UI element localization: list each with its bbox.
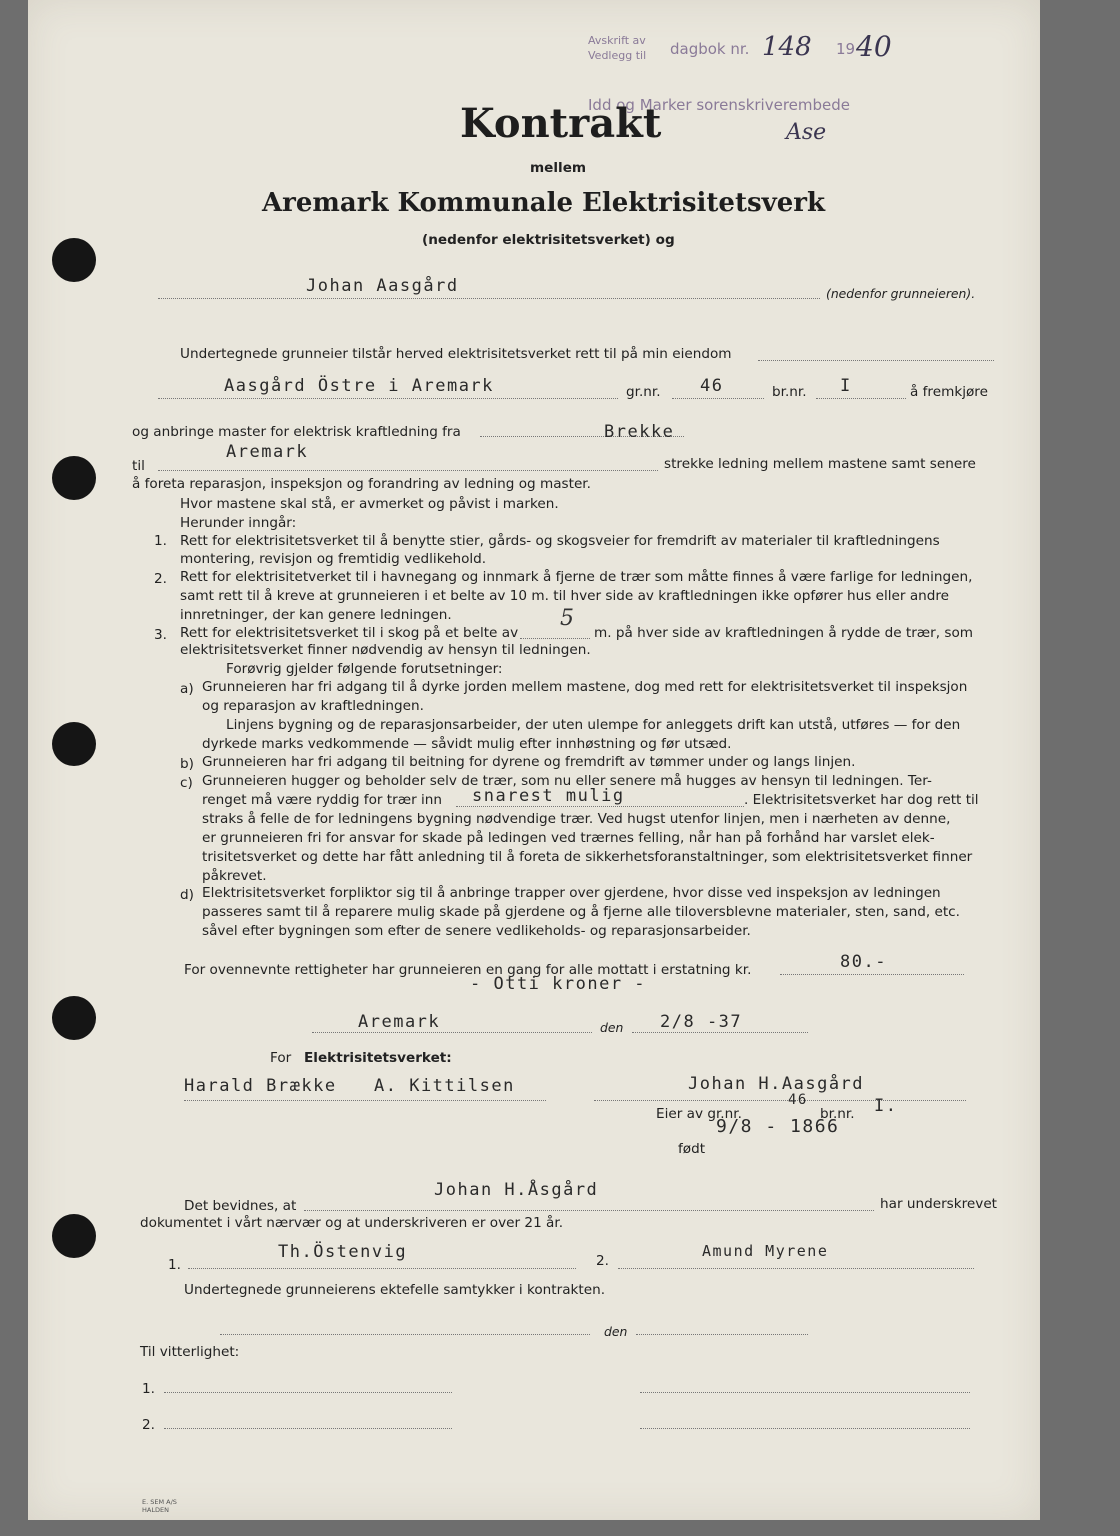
owner-signature: Johan H.Aasgård — [688, 1074, 865, 1094]
grnr-value: 46 — [700, 376, 724, 396]
den-label: den — [600, 1020, 624, 1035]
to-tail: strekke ledning mellem mastene samt senere — [664, 456, 976, 472]
birth-date: 9/8 - 1866 — [716, 1116, 840, 1137]
grant-line7: Herunder inngår: — [180, 515, 297, 531]
condition-a-line2: og reparasjon av kraftledningen. — [202, 698, 424, 714]
witness-line2: dokumentet i vårt nærvær og at underskriveren er over 21 år. — [140, 1215, 564, 1231]
condition-c-line3: straks å felle de for ledningens bygning nødvendige trær. Ved hugst utenfor linjen, men i nærheten av denne, — [202, 811, 951, 827]
grant-line6: Hvor mastene skal stå, er avmerket og påvist i marken. — [180, 496, 559, 512]
grant-intro: Undertegnede grunneier tilstår herved elektrisitetsverket rett til på min eiendom — [180, 346, 732, 362]
grant-line5: å foreta reparasjon, inspeksjon og forandring av ledning og master. — [132, 476, 591, 492]
condition-d-line1: Elektrisitetsverket forpliktor sig til å anbringe trapper over gjerdene, hvor disse ved inspeksjon av ledningen — [202, 885, 941, 901]
company-signer-1: Harald Brække — [184, 1076, 337, 1096]
punch-hole — [52, 238, 96, 282]
item-1-line-a: Rett for elektrisitetsverket til å benytte stier, gårds- og skogsveier for fremdrift av materialer til kraftledningens — [180, 533, 940, 549]
vitterlighet-label: Til vitterlighet: — [140, 1344, 240, 1360]
stamp-dagbok-nr: 148 — [762, 32, 812, 62]
condition-c-line6: påkrevet. — [202, 868, 267, 884]
spouse-consent: Undertegnede grunneierens ektefelle samtykker i kontrakten. — [184, 1282, 606, 1298]
from-place: Brekke — [604, 422, 675, 442]
printer-line2: HALDEN — [142, 1506, 169, 1514]
condition-d-line2: passeres samt til å reparere mulig skade på gjerdene og å fjerne alle tiloversblevne materialer, sten, sand, etc. — [202, 904, 960, 920]
to-label: til — [132, 458, 145, 474]
condition-letter: a) — [180, 681, 194, 697]
stamp-year-prefix: 19 — [836, 40, 856, 58]
signing-date: 2/8 -37 — [660, 1012, 743, 1032]
punch-hole — [52, 722, 96, 766]
owner-name: Johan Aasgård — [306, 276, 459, 296]
eier-brnr-label: br.nr. — [820, 1106, 855, 1122]
fremkjore-label: å fremkjøre — [910, 384, 988, 400]
condition-c-line4: er grunneieren fri for ansvar for skade på ledingen ved trærnes felling, når han på forhånd har varslet elek- — [202, 830, 935, 846]
eier-brnr: I. — [874, 1096, 898, 1116]
condition-c-line5: trisitetsverket og dette har fått anledning til å foreta de sikkerhetsforanstaltninger, som elektrisitetsverket finner — [202, 849, 973, 865]
item-2-line-c: innretninger, der kan genere ledningen. — [180, 607, 452, 623]
condition-letter: d) — [180, 887, 194, 903]
item-number: 2. — [154, 571, 167, 587]
company-name: Aremark Kommunale Elektrisitetsverk — [262, 188, 825, 218]
belt-width: 5 — [560, 606, 574, 631]
condition-a-line1: Grunneieren har fri adgang til å dyrke jorden mellem mastene, dog med rett for elektrisitetsverket til inspeksjon — [202, 679, 968, 695]
company-signer-2: A. Kittilsen — [374, 1076, 515, 1096]
printer-line1: E. SEM A/S — [142, 1498, 177, 1506]
den-label-2: den — [604, 1324, 628, 1339]
to-place: Aremark — [226, 442, 309, 462]
vitterlighet-number: 2. — [142, 1417, 155, 1433]
eier-grnr: 46 — [788, 1092, 808, 1108]
witness-number: 1. — [168, 1257, 181, 1273]
contract-page — [28, 0, 1040, 1520]
grnr-label: gr.nr. — [626, 384, 661, 400]
witness-number: 2. — [596, 1253, 609, 1269]
company-note: (nedenfor elektrisitetsverket) og — [422, 232, 675, 248]
payment-amount: 80.- — [840, 952, 887, 972]
item-3-line-b: elektrisitetsverket finner nødvendig av hensyn til ledningen. — [180, 642, 591, 658]
stamp-year-suffix: 40 — [856, 30, 892, 63]
line-from-label: og anbringe master for elektrisk kraftledning fra — [132, 424, 461, 440]
punch-hole — [52, 456, 96, 500]
owner-note: (nedenfor grunneieren). — [826, 286, 976, 301]
title-between: mellem — [530, 160, 587, 176]
eier-label: Eier av gr.nr. — [656, 1106, 742, 1122]
brnr-label: br.nr. — [772, 384, 807, 400]
clearing-deadline: snarest mulig — [472, 786, 625, 806]
item-1-line-b: montering, revisjon og fremtidig vedlikehold. — [180, 551, 487, 567]
condition-c-line2-post: . Elektrisitetsverket har dog rett til — [744, 792, 979, 808]
condition-c-line1: Grunneieren hugger og beholder selv de trær, som nu eller senere må hugges av hensyn til ledningen. Ter- — [202, 773, 932, 789]
item-2-line-a: Rett for elektrisitetverket til i havnegang og innmark å fjerne de trær som måtte finnes å være farlige for ledningen, — [180, 569, 973, 585]
punch-hole — [52, 996, 96, 1040]
condition-d-line3: såvel efter bygningen som efter de senere vedlikeholds- og reparasjonsarbeider. — [202, 923, 751, 939]
condition-letter: b) — [180, 756, 194, 772]
fodt-label: født — [678, 1141, 706, 1157]
for-label: For — [270, 1050, 292, 1066]
punch-hole — [52, 1214, 96, 1258]
property-name: Aasgård Östre i Aremark — [224, 376, 494, 396]
condition-b-line1: Grunneieren har fri adgang til beitning for dyrene og fremdrift av tømmer under og langs linjen. — [202, 754, 856, 770]
condition-letter: c) — [180, 775, 193, 791]
item-number: 3. — [154, 627, 167, 643]
stamp-line1c: dagbok nr. — [670, 40, 750, 58]
vitterlighet-number: 1. — [142, 1381, 155, 1397]
item-3-line-a-post: m. på hver side av kraftledningen å rydde de trær, som — [594, 625, 974, 641]
item-3-line-a-pre: Rett for elektrisitetsverket til i skog på et belte av — [180, 625, 519, 641]
payment-text: For ovennevnte rettigheter har grunneieren en gang for alle mottatt i erstatning kr. — [184, 962, 752, 978]
conditions-intro: Forøvrig gjelder følgende forutsetninger: — [226, 661, 503, 677]
bevidnes-label: Det bevidnes, at — [184, 1198, 297, 1214]
condition-a-line4: dyrkede marks vedkommende — såvidt mulig efter innhøstning og før utsæd. — [202, 736, 732, 752]
stamp-initials: Ase — [786, 120, 827, 145]
item-2-line-b: samt rett til å kreve at grunneieren i et belte av 10 m. til hver side av kraftledningen ikke opfører hus eller andre — [180, 588, 950, 604]
underskrevet-label: har underskrevet — [880, 1196, 998, 1212]
witnessed-name: Johan H.Åsgård — [434, 1180, 599, 1200]
stamp-line1b: Vedlegg til — [588, 49, 647, 62]
brnr-value: I — [840, 376, 852, 396]
stamp-line1a: Avskrift av — [588, 34, 646, 47]
for-company: Elektrisitetsverket: — [304, 1050, 452, 1066]
contract-title: Kontrakt — [460, 100, 662, 147]
signing-place: Aremark — [358, 1012, 441, 1032]
witness-2-name: Amund Myrene — [702, 1242, 829, 1260]
witness-1-name: Th.Östenvig — [278, 1242, 408, 1262]
item-number: 1. — [154, 533, 167, 549]
condition-c-line2-pre: renget må være ryddig for trær inn — [202, 792, 442, 808]
payment-words: - Otti kroner - — [470, 974, 647, 994]
stamp-line2: Idd og Marker sorenskriverembede — [588, 96, 851, 114]
condition-a-line3: Linjens bygning og de reparasjonsarbeider, der uten ulempe for anleggets drift kan utstå, utføres — for den — [226, 717, 961, 733]
